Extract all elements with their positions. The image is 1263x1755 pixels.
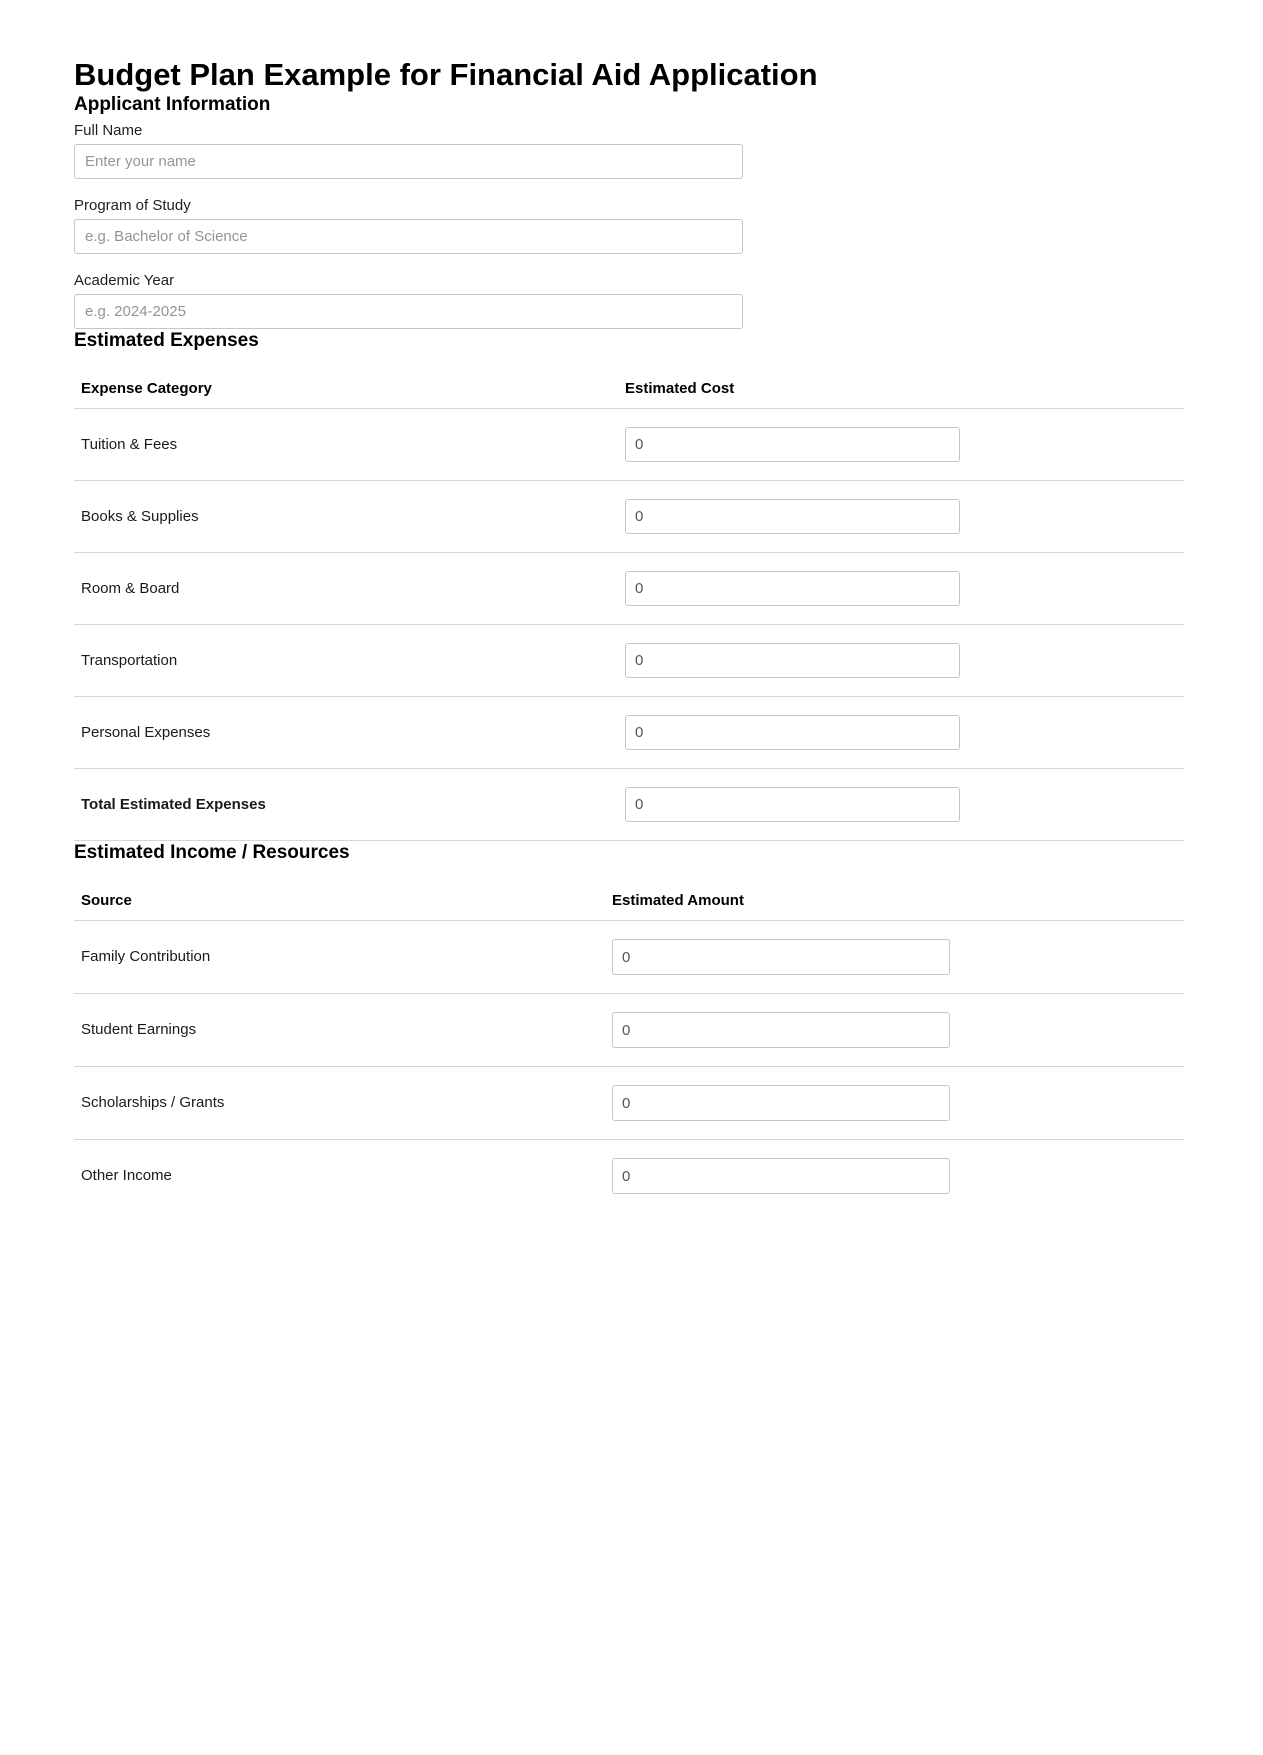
books-supplies-cost-input[interactable] bbox=[625, 499, 960, 534]
income-header-row bbox=[74, 864, 1184, 921]
table-row bbox=[74, 625, 1184, 697]
income-table bbox=[74, 864, 1184, 1213]
table-row bbox=[74, 697, 1184, 769]
estimated-expenses-section bbox=[74, 329, 1183, 841]
expense-label: Transportation bbox=[74, 625, 618, 697]
tuition-fees-cost-input[interactable] bbox=[625, 427, 960, 462]
expenses-header-row bbox=[74, 352, 1184, 409]
income-source-label: Other Income bbox=[81, 1167, 172, 1185]
expense-label: Personal Expenses bbox=[74, 697, 618, 769]
transportation-cost-input[interactable] bbox=[625, 643, 960, 678]
source-column-header: Source bbox=[74, 864, 605, 921]
expense-label: Books & Supplies bbox=[74, 481, 618, 553]
full-name-input[interactable] bbox=[74, 144, 743, 179]
expense-category-column-header: Expense Category bbox=[74, 352, 618, 409]
total-expenses-row bbox=[74, 769, 1184, 841]
total-expenses-label: Total Estimated Expenses bbox=[74, 769, 618, 841]
full-name-label: Full Name bbox=[74, 122, 143, 139]
income-source-label: Family Contribution bbox=[74, 921, 605, 994]
income-source-label: Student Earnings bbox=[74, 994, 605, 1067]
table-row bbox=[74, 409, 1184, 481]
scholarships-grants-amount-input[interactable] bbox=[612, 1085, 950, 1121]
income-source-label: Scholarships / Grants bbox=[74, 1067, 605, 1140]
table-row bbox=[74, 1140, 1184, 1213]
program-of-study-label: Program of Study bbox=[74, 197, 191, 214]
room-board-cost-input[interactable] bbox=[625, 571, 960, 606]
estimated-cost-column-header: Estimated Cost bbox=[618, 352, 1184, 409]
table-row bbox=[74, 994, 1184, 1067]
expenses-table bbox=[74, 352, 1184, 841]
academic-year-label: Academic Year bbox=[74, 272, 175, 289]
table-row bbox=[74, 553, 1184, 625]
estimated-expenses-heading: Estimated Expenses bbox=[74, 330, 259, 351]
table-row bbox=[74, 921, 1184, 994]
family-contribution-amount-input[interactable] bbox=[612, 939, 950, 975]
expense-label: Room & Board bbox=[74, 553, 618, 625]
student-earnings-amount-input[interactable] bbox=[612, 1012, 950, 1048]
estimated-income-heading: Estimated Income / Resources bbox=[74, 842, 350, 863]
expense-label: Tuition & Fees bbox=[74, 409, 618, 481]
personal-expenses-cost-input[interactable] bbox=[625, 715, 960, 750]
applicant-information-section bbox=[74, 93, 1183, 329]
other-income-amount-input[interactable] bbox=[612, 1158, 950, 1194]
academic-year-input[interactable] bbox=[74, 294, 743, 329]
estimated-amount-column-header: Estimated Amount bbox=[605, 864, 1184, 921]
program-of-study-input[interactable] bbox=[74, 219, 743, 254]
page-title: Budget Plan Example for Financial Aid Application bbox=[74, 57, 818, 92]
applicant-information-heading: Applicant Information bbox=[74, 94, 271, 115]
table-row bbox=[74, 481, 1184, 553]
estimated-income-section bbox=[74, 841, 1183, 1213]
table-row bbox=[74, 1067, 1184, 1140]
total-expenses-cost-input[interactable] bbox=[625, 787, 960, 822]
